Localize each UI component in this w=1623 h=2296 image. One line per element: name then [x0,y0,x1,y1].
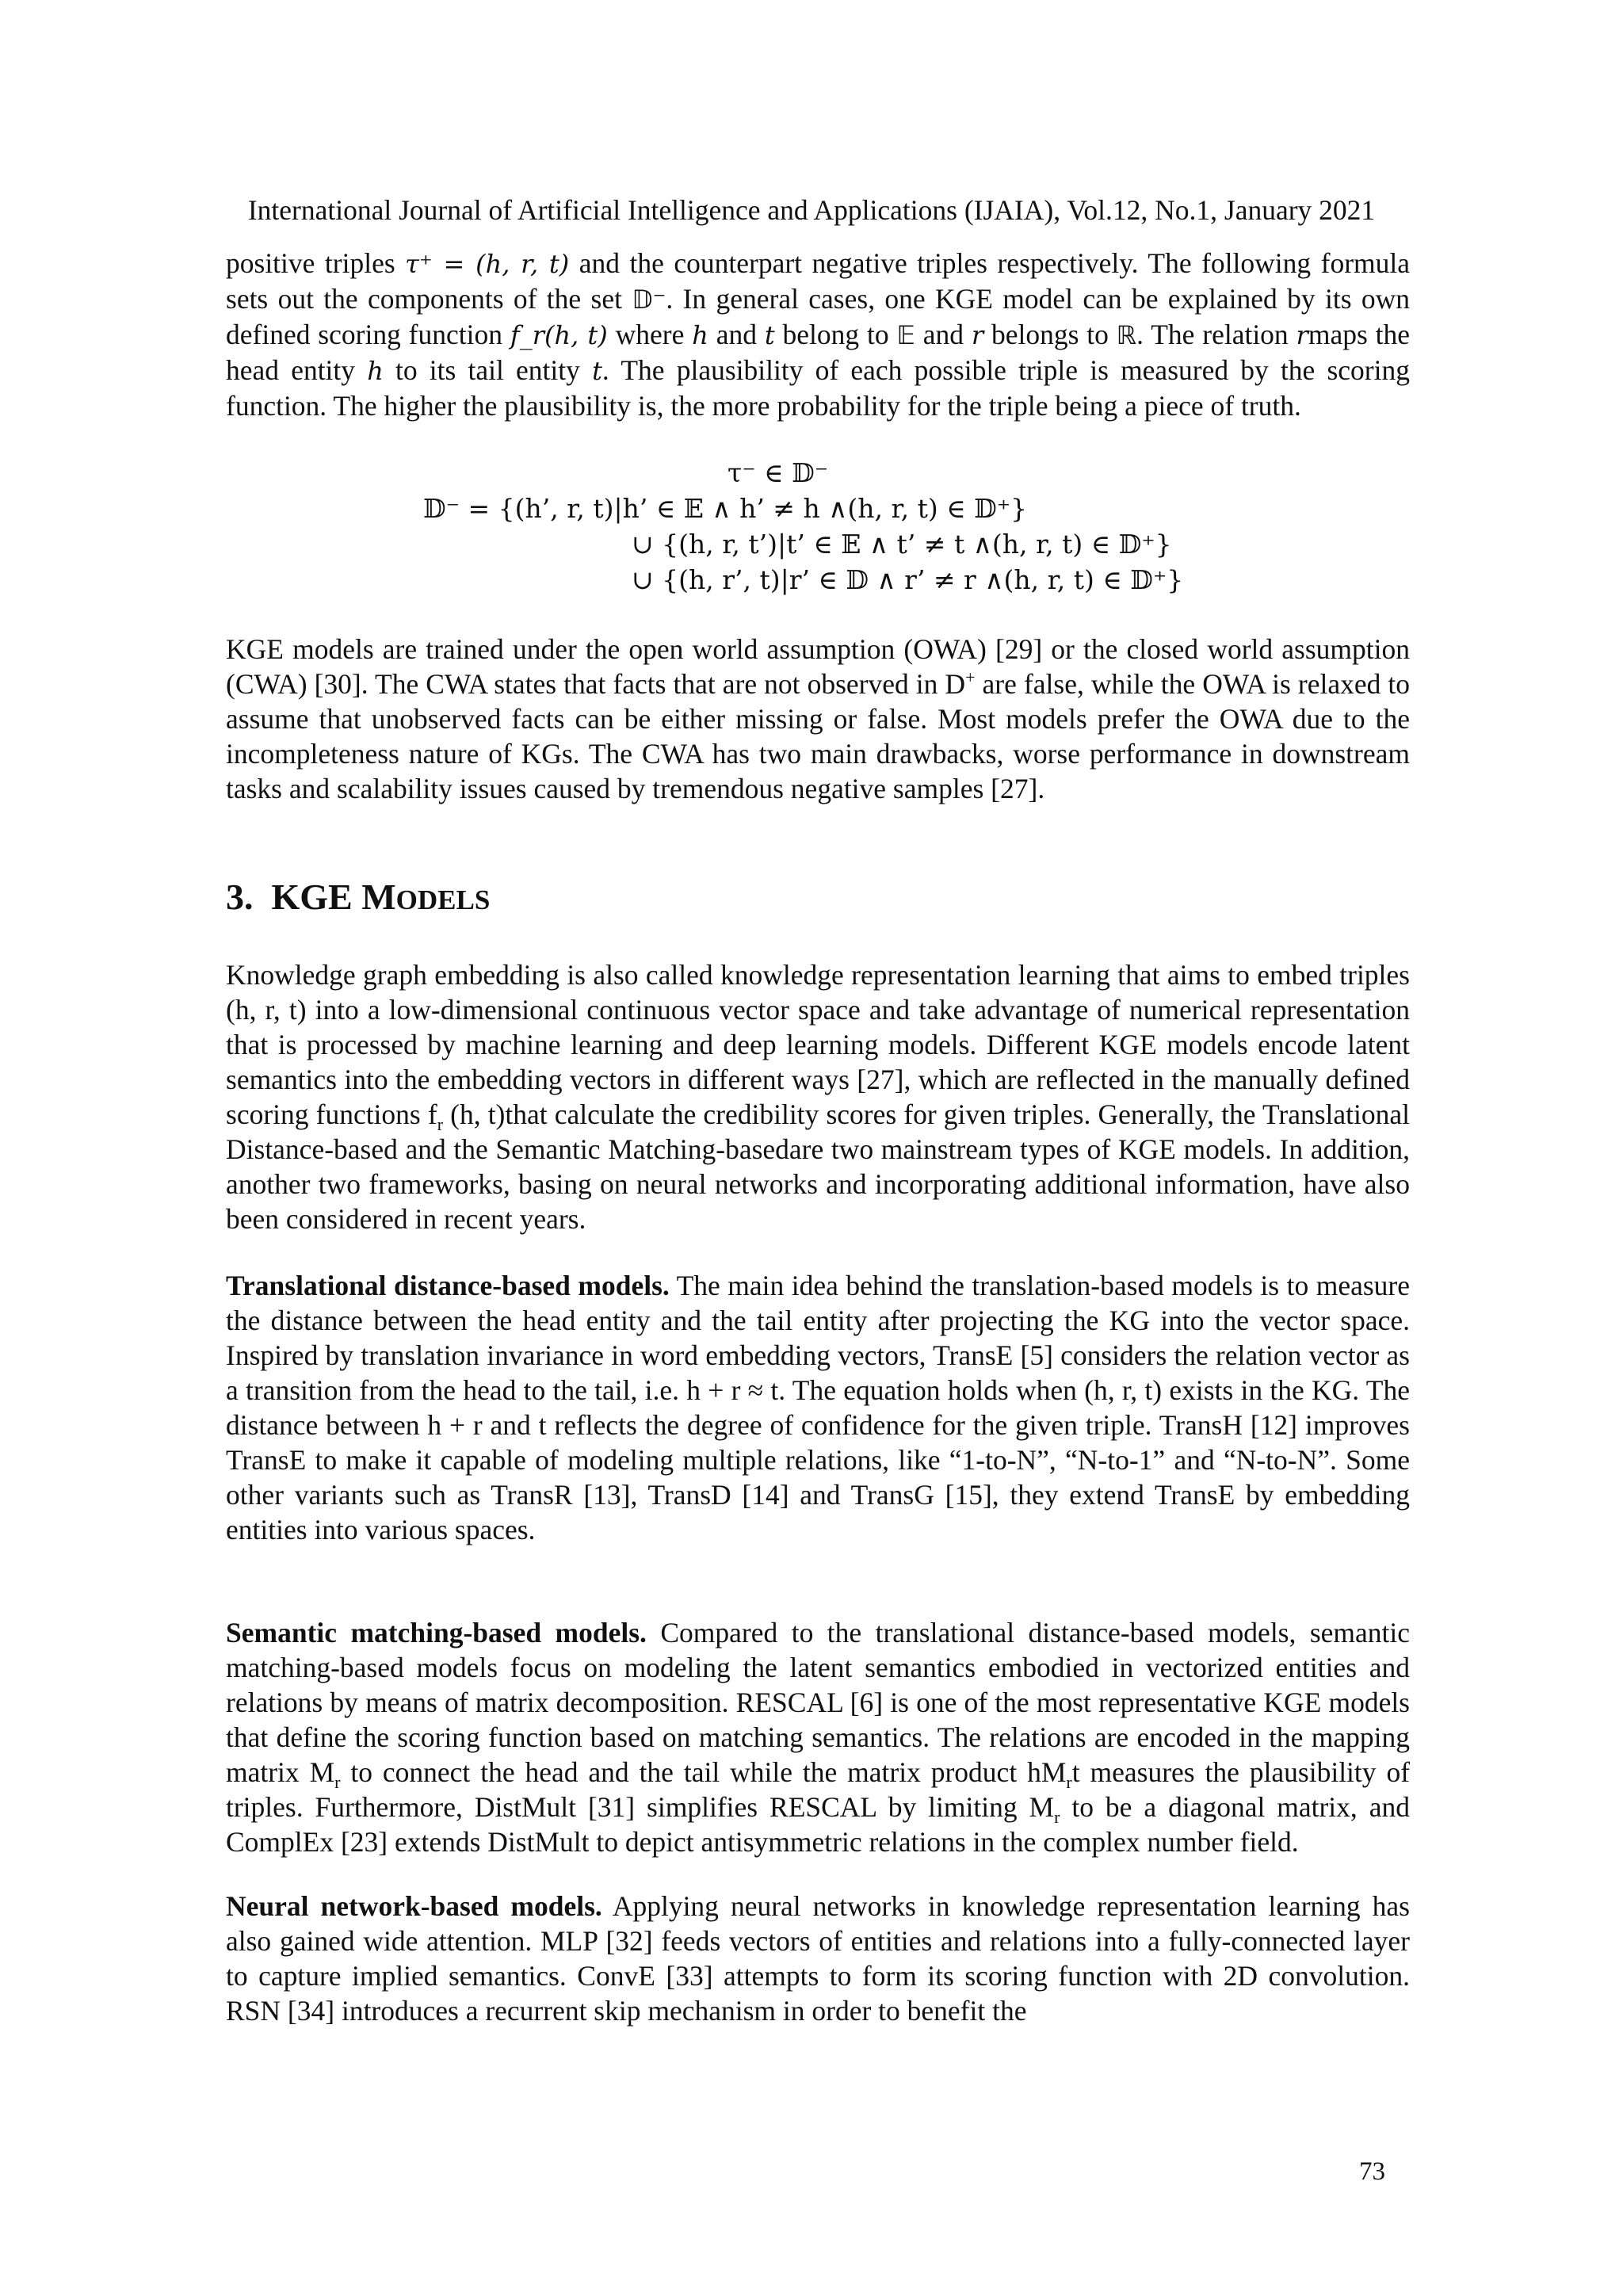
semantic-heading: Semantic matching-based models. [226,1617,647,1648]
equation-line-1: τ⁻ ∈ 𝔻⁻ [727,457,829,488]
math-scoring-function: f_r(h, t) [510,320,608,350]
semantic-paragraph: Semantic matching-based models. Compared to the translational distance-based models, semantic matching-based models focus on modeling the latent semantics embodied in vectorized entities and relations by means of matrix decomposition. RESCAL [6] is one of the most representative KGE models that define the scoring function based on matching semantics. The relations are encoded in the mapping matrix $M_r$ to connect the head and the tail while the matrix product $hM_rt$ measures the plausibility of triples. Furthermore, DistMult [31] simplifies RESCAL by limiting $M_r$ to be a diagonal matrix, and ComplEx [23] extends DistMult to depict antisymmetric relations in the complex number field. [226,1617,1411,1858]
page-number: 73 [1359,2157,1385,2186]
intro-paragraph: positive triples τ⁺ = (h, r, t) and the counterpart negative triples respectively. The following formula sets out the components of the set 𝔻⁻. In general cases, one KGE model can be explained by its own defined scoring function f_r(h, t) where h and t belong to 𝔼 and r belongs to ℝ. The relation rmaps the head entity h to its tail entity t. The plausibility of each possible triple is measured by the scoring function. The higher the plausibility is, the more probability for the triple being a piece of truth. [226,247,1411,422]
section-heading: 3. KGE MODELS [226,877,491,917]
translational-paragraph: Translational distance-based models. The main idea behind the translation-based models is to measure the distance between the head entity and the tail entity after projecting the KG into the vector space. Inspired by translation invariance in word embedding vectors, TransE [5] considers the relation vector as a transition from the head to the tail, i.e. h + r ≈ t. The equation holds when (h, r, t) exists in the KG. The distance between h + r and t reflects the degree of confidence for the given triple. TransH [12] improves TransE to make it capable of modeling multiple relations, like “1-to-N”, “N-to-1” and “N-to-N”. Some other variants such as TransR [13], TransD [14] and TransG [15], they extend TransE by embedding entities into various spaces. [226,1270,1410,1545]
neural-paragraph: Neural network-based models. Applying neural networks in knowledge representation learning has also gained wide attention. MLP [32] feeds vectors of entities and relations into a fully-connected layer to capture implied semantics. ConvE [33] attempts to form its scoring function with 2D convolution. RSN [34] introduces a recurrent skip mechanism in order to benefit the [226,1890,1410,2027]
running-header: International Journal of Artificial Intelligence and Applications (IJAIA), Vol.12, No.1, January 2021 [247,194,1376,226]
equation-line-3: ∪ {(h, r, t’)|t’ ∈ 𝔼 ∧ t’ ≠ t ∧(h, r, t) ∈ 𝔻⁺} [632,529,1172,560]
owa-paragraph: KGE models are trained under the open world assumption (OWA) [29] or the closed world assumption (CWA) [30]. The CWA states that facts that are not observed in D+ are false, while the OWA is relaxed to assume that unobserved facts can be either missing or false. Most models prefer the OWA due to the incompleteness nature of KGs. The CWA has two main drawbacks, worse performance in downstream tasks and scalability issues caused by tremendous negative samples [27]. [226,633,1410,804]
translational-heading: Translational distance-based models. [226,1270,670,1301]
equation-line-4: ∪ {(h, r’, t)|r’ ∈ 𝔻 ∧ r’ ≠ r ∧(h, r, t) ∈ 𝔻⁺} [632,564,1184,595]
equation-line-2: 𝔻⁻ = {(h’, r, t)|h’ ∈ 𝔼 ∧ h’ ≠ h ∧(h, r, t) ∈ 𝔻⁺} [423,493,1028,524]
kge-paragraph: Knowledge graph embedding is also called knowledge representation learning that aims to embed triples (h, r, t) into a low-dimensional continuous vector space and take advantage of numerical representation that is processed by machine learning and deep learning models. Different KGE models encode latent semantics into the embedding vectors in different ways [27], which are reflected in the manually defined scoring functions $f_r$ (h, t)that calculate the credibility scores for given triples. Generally, the Translational Distance-based and the Semantic Matching-basedare two mainstream types of KGE models. In addition, another two frameworks, basing on neural networks and incorporating additional information, have also been considered in recent years. [226,959,1411,1235]
math-set-d-minus: 𝔻⁻ [632,285,666,315]
neural-heading: Neural network-based models. [226,1890,602,1922]
math-tau-plus: τ⁺ = (h, r, t) [405,249,570,279]
